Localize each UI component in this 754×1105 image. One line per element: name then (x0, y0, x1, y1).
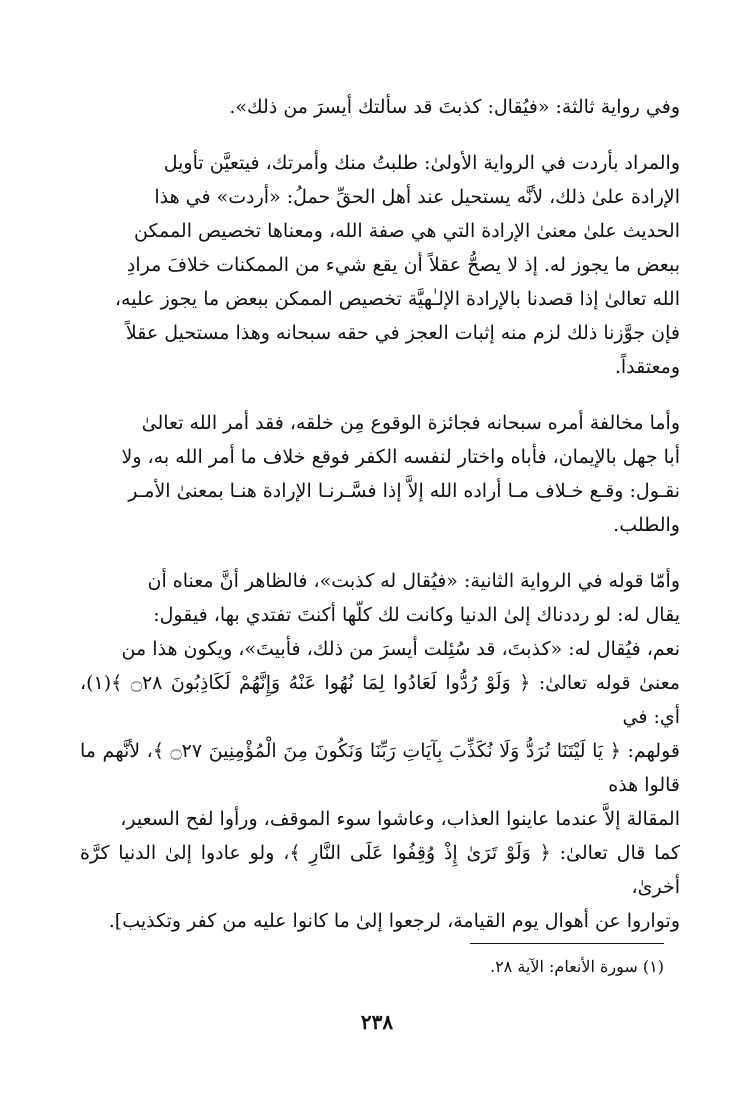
text-line: نعم، فيُقال له: «كذبتَ، قد سُئِلت أيسرَ من ذلك، فأبيتَ»، ويكون هذا من (121, 638, 680, 660)
text-line: والمراد بأردت في الرواية الأولىٰ: طلبتُ منك وأمرتك، فيتعيَّن تأويل (163, 152, 680, 174)
text-line: نقـول: وقـع خـلاف مـا أراده الله إلاَّ إذا فسَّـرنـا الإرادة هنـا بمعنىٰ الأمـر (128, 480, 680, 502)
page-body (80, 90, 680, 938)
text-line: والطلب. (613, 514, 680, 536)
text-line: قولهم: ﴿ يَا لَيْتَنَا نُرَدُّ وَلَا نُكَذِّبَ بِآيَاتِ رَبِّنَا وَنَكُونَ مِنَ الْمُؤْمِنِينَ ۝٢٧ ﴾، لأنَّهم ما قالوا هذه (80, 740, 680, 796)
text-line: وتواروا عن أهوال يوم القيامة، لرجعوا إلىٰ ما كانوا عليه من كفر وتكذيب]. (108, 910, 680, 932)
paragraph (80, 406, 680, 542)
text-line: الإرادة علىٰ ذلك، لأنَّه يستحيل عند أهل الحقِّ حملُ: «أردت» في هذا (154, 186, 680, 208)
text-line: وفي رواية ثالثة: «فيُقال: كذبتَ قد سألتك أيسرَ من ذلك». (229, 96, 680, 118)
text-line: المقالة إلاَّ عندما عاينوا العذاب، وعاشوا سوء الموقف، ورأوا لفح السعير، (120, 808, 680, 830)
text-line: يقال له: لو رددناك إلىٰ الدنيا وكانت لك كلّها أكنتَ تفتدي بها، فيقول: (153, 604, 680, 626)
text-line: وأما مخالفة أمره سبحانه فجائزة الوقوع مِن خلقه، فقد أمر الله تعالىٰ (141, 412, 680, 434)
text-line: ومعتقداً. (614, 356, 680, 378)
text-line: كما قال تعالىٰ: ﴿ وَلَوْ تَرَىٰ إِذْ وُقِفُوا عَلَى النَّارِ ﴾، ولو عادوا إلىٰ الدنيا كرَّة أخرىٰ، (80, 842, 680, 898)
text-line: معنىٰ قوله تعالىٰ: ﴿ وَلَوْ رُدُّوا لَعَادُوا لِمَا نُهُوا عَنْهُ وَإِنَّهُمْ لَكَاذِبُونَ ۝٢٨ ﴾(١)، أي: في (80, 672, 680, 728)
text-line: فإن جوَّزنا ذلك لزم منه إثبات العجز في حقه سبحانه وهذا مستحيل عقلاً (125, 322, 680, 344)
footnote: (١) سورة الأنعام: الآية ٢٨. (489, 957, 664, 976)
text-line: وأمّا قوله في الرواية الثانية: «فيُقال له كذبت»، فالظاهر أنَّ معناه أن (147, 570, 680, 592)
paragraph (80, 90, 680, 124)
text-line: الحديث علىٰ معنىٰ الإرادة التي هي صفة الله، ومعناها تخصيص الممكن (134, 220, 680, 242)
text-line: الله تعالىٰ إذا قصدنا بالإرادة الإلـٰهيَّة تخصيص الممكن ببعض ما يجوز عليه، (114, 288, 680, 310)
text-line: ببعض ما يجوز له. إذ لا يصحُّ عقلاً أن يقع شيء من الممكنات خلافَ مرادِ (126, 254, 680, 276)
paragraph (80, 146, 680, 384)
page-number: ٢٣٨ (360, 1010, 394, 1034)
text-line: أبا جهل بالإيمان، فأباه واختار لنفسه الكفر فوقع خلاف ما أمر الله به، ولا (121, 446, 680, 468)
footnote-divider (470, 943, 664, 944)
paragraph (80, 564, 680, 938)
